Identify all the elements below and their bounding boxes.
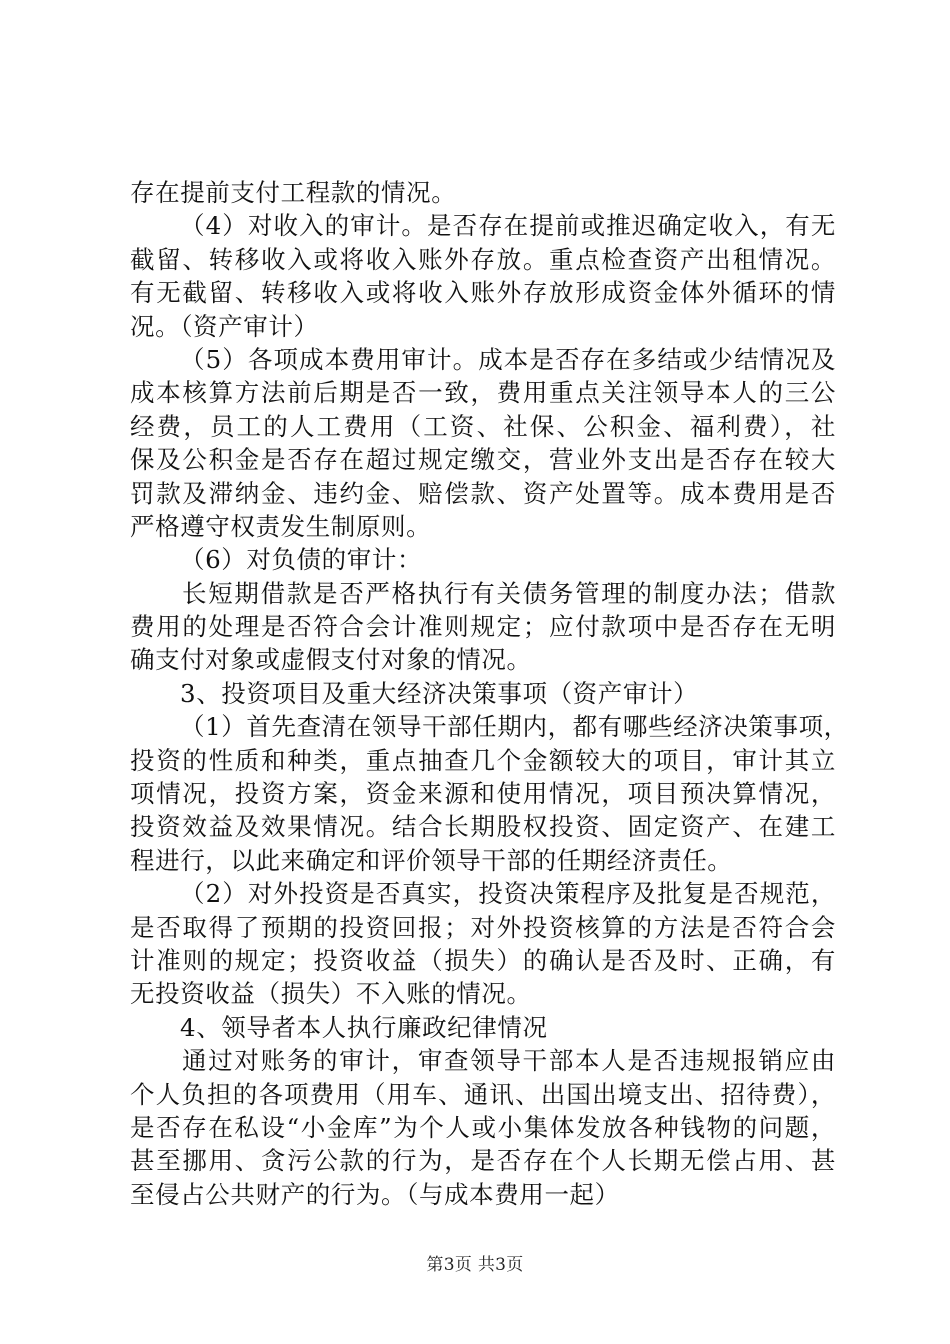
text-line: 程进行，以此来确定和评价领导干部的任期经济责任。	[130, 845, 733, 875]
text-line: 计准则的规定；投资收益（损失）的确认是否及时、正确，有	[130, 945, 836, 975]
text-line: 甚至挪用、贪污公款的行为，是否存在个人长期无偿占用、甚	[130, 1146, 836, 1176]
text-line: （6）对负债的审计：	[180, 545, 423, 575]
text-line: 项情况，投资方案，资金来源和使用情况，项目预决算情况，	[130, 779, 836, 809]
text-line: （4）对收入的审计。是否存在提前或推迟确定收入，有无	[180, 211, 836, 241]
text-line: 严格遵守权责发生制原则。	[130, 511, 432, 541]
text-line: 3、投资项目及重大经济决策事项（资产审计）	[180, 678, 699, 708]
text-line: （2）对外投资是否真实，投资决策程序及批复是否规范，	[180, 879, 836, 909]
text-line: 至侵占公共财产的行为。（与成本费用一起）	[130, 1179, 620, 1209]
text-line: 通过对账务的审计，审查领导干部本人是否违规报销应由	[182, 1046, 836, 1076]
text-line: 确支付对象或虚假支付对象的情况。	[130, 645, 532, 675]
text-line: （1）首先查清在领导干部任期内，都有哪些经济决策事项，	[180, 712, 849, 742]
text-line: 存在提前支付工程款的情况。	[130, 178, 457, 207]
text-line: 个人负担的各项费用（用车、通讯、出国出境支出、招待费），	[130, 1079, 836, 1109]
text-line: 投资的性质和种类，重点抽查几个金额较大的项目，审计其立	[130, 745, 836, 775]
text-line: 保及公积金是否存在超过规定缴交，营业外支出是否存在较大	[130, 445, 836, 475]
document-body	[130, 176, 849, 1211]
text-line: 经费，员工的人工费用（工资、社保、公积金、福利费），社	[130, 411, 836, 441]
text-line: 罚款及滞纳金、违约金、赔偿款、资产处置等。成本费用是否	[130, 478, 836, 508]
text-line: 4、领导者本人执行廉政纪律情况	[180, 1012, 548, 1042]
text-line: 费用的处理是否符合会计准则规定；应付款项中是否存在无明	[130, 612, 836, 642]
text-line: 成本核算方法前后期是否一致，费用重点关注领导本人的三公	[130, 378, 836, 408]
page-footer: 第3页 共3页	[426, 1255, 524, 1275]
text-line: 有无截留、转移收入或将收入账外存放形成资金体外循环的情	[130, 278, 836, 308]
text-line: 是否取得了预期的投资回报；对外投资核算的方法是否符合会	[130, 912, 836, 942]
text-line: 无投资收益（损失）不入账的情况。	[130, 979, 532, 1009]
text-line: 投资效益及效果情况。结合长期股权投资、固定资产、在建工	[130, 812, 836, 842]
text-line: 是否存在私设“小金库”为个人或小集体发放各种钱物的问题，	[130, 1112, 836, 1142]
text-line: （5）各项成本费用审计。成本是否存在多结或少结情况及	[180, 344, 836, 374]
text-line: 长短期借款是否严格执行有关债务管理的制度办法；借款	[182, 578, 836, 608]
text-line: 况。（资产审计）	[130, 311, 319, 341]
text-line: 截留、转移收入或将收入账外存放。重点检查资产出租情况。	[130, 244, 836, 274]
